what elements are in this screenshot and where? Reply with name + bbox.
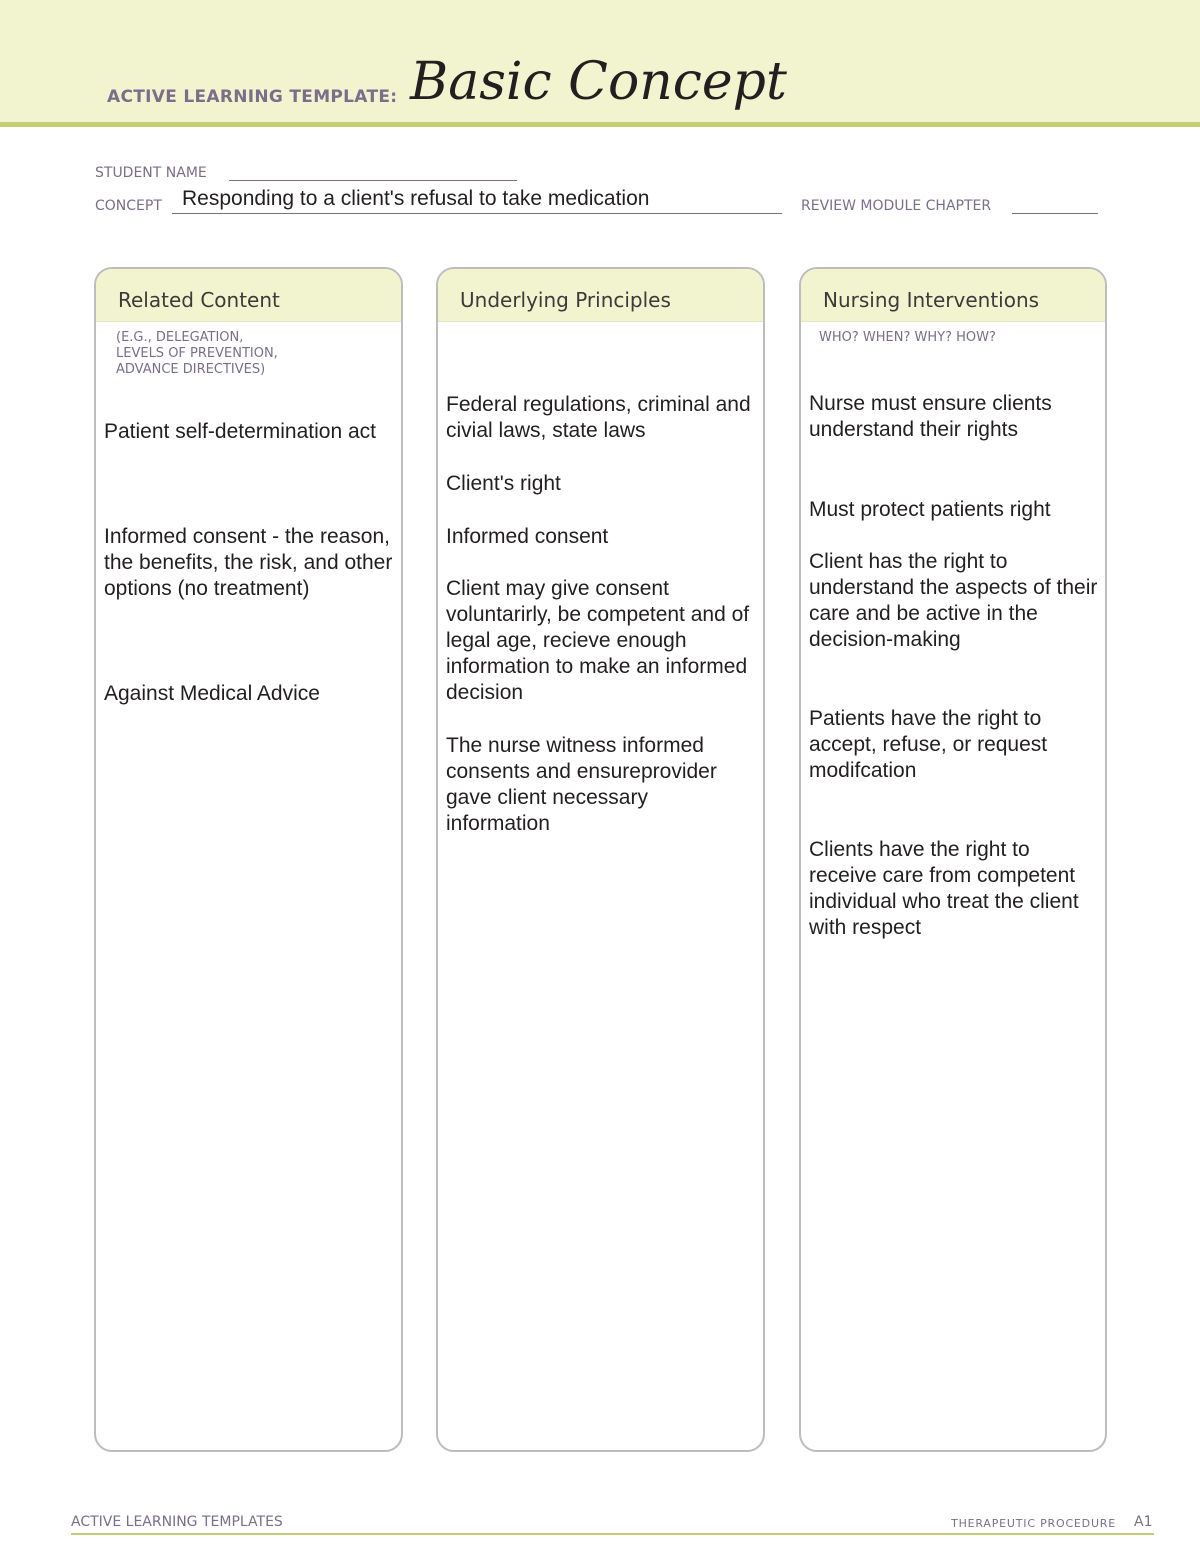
concept-value: Responding to a client's refusal to take medication [182,187,650,210]
nursing-interventions-hint: WHO? WHEN? WHY? HOW? [819,330,996,345]
footer-section-label: THERAPEUTIC PROCEDURE [951,1517,1116,1530]
footer-series-label: ACTIVE LEARNING TEMPLATES [71,1514,283,1530]
related-content-title: Related Content [118,288,280,312]
review-module-label: REVIEW MODULE CHAPTER [801,198,992,214]
nursing-interventions-entry: Patients have the right to accept, refuse, or request modifcation [809,707,1048,782]
underlying-principles-title: Underlying Principles [460,288,671,312]
nursing-interventions-entry: Nurse must ensure clients understand their rights [809,392,1052,441]
footer-divider [71,1533,1154,1535]
related-content-hint: (E.G., DELEGATION, LEVELS OF PREVENTION, ADVANCE DIRECTIVES) [116,330,278,377]
underlying-principles-card [436,267,765,1452]
nursing-interventions-entry: Must protect patients right [809,498,1051,521]
related-content-card [94,267,403,1452]
nursing-interventions-card [799,267,1107,1452]
template-title: Basic Concept [410,52,787,112]
nursing-interventions-entry: Clients have the right to receive care from competent individual who treat the client with respect [809,838,1079,939]
underlying-principles-entry: Client's right [446,472,561,495]
related-content-entry: Patient self-determination act [104,420,376,443]
header-divider [0,122,1200,127]
concept-field[interactable] [172,213,782,214]
underlying-principles-entry: Federal regulations, criminal and civial laws, state laws [446,393,751,442]
student-name-label: STUDENT NAME [95,165,207,181]
nursing-interventions-title: Nursing Interventions [823,288,1040,312]
underlying-principles-entry: The nurse witness informed consents and ensureprovider gave client necessary information [446,734,717,835]
review-module-field[interactable] [1012,213,1098,214]
underlying-principles-entry: Informed consent [446,525,609,548]
nursing-interventions-entry: Client has the right to understand the aspects of their care and be active in the decision-making [809,550,1098,651]
student-name-field[interactable] [229,180,517,181]
nursing-interventions-header [801,269,1105,322]
concept-label: CONCEPT [95,198,162,214]
related-content-entry: Informed consent - the reason, the benefits, the risk, and other options (no treatment) [104,525,393,600]
related-content-entry: Against Medical Advice [104,682,320,705]
template-label: ACTIVE LEARNING TEMPLATE: [107,87,398,107]
related-content-header [96,269,401,322]
footer-page-code: A1 [1134,1514,1153,1530]
underlying-principles-header [438,269,763,322]
underlying-principles-entry: Client may give consent voluntarirly, be competent and of legal age, recieve enough information to make an informed decision [446,577,750,704]
